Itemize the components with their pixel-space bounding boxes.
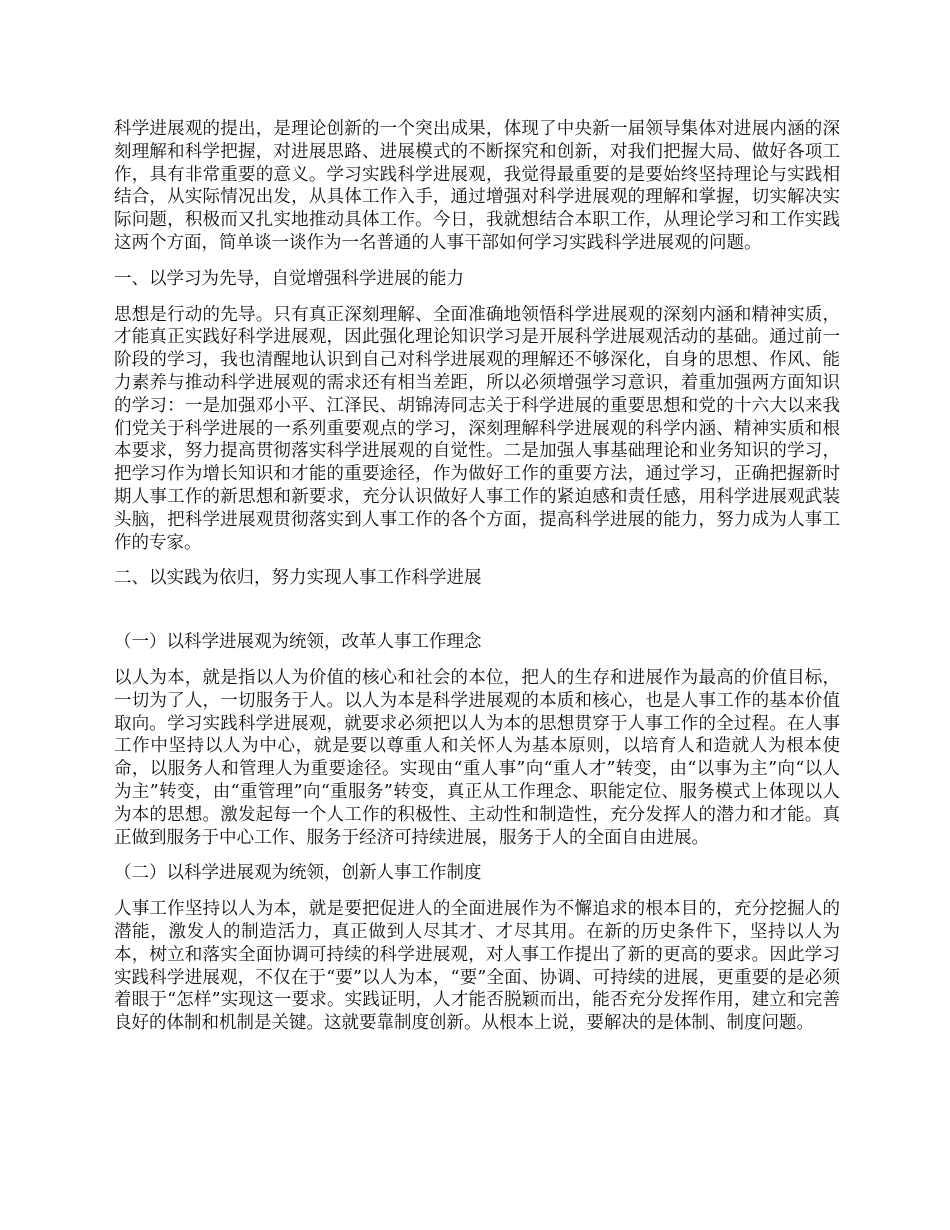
intro-paragraph: 科学进展观的提出，是理论创新的一个突出成果，体现了中央新一届领导集体对进展内涵的深刻理解和科学把握，对进展思路、进展模式的不断探究和创新，对我们把握大局、做好各项工作，具有非常重要的意义。学习实践科学进展观，我觉得最重要的是要始终坚持理论与实践相结合，从实际情况出发，从具体工作入手，通过增强对科学进展观的理解和掌握，切实解决实际问题，积极而又扎实地推动具体工作。今日，我就想结合本职工作，从理论学习和工作实践这两个方面，简单谈一谈作为一名普通的人事干部如何学习实践科学进展观的问题。: [114, 119, 840, 253]
subsection-2-paragraph: 人事工作坚持以人为本，就是要把促进人的全面进展作为不懈追求的根本目的，充分挖掘人的潜能，激发人的制造活力，真正做到人尽其才、才尽其用。在新的历史条件下，坚持以人为本，树立和落实全面协调可持续的科学进展观，对人事工作提出了新的更高的要求。因此学习实践科学进展观，不仅在于“要”以人为本，“要”全面、协调、可持续的进展，更重要的是必须着眼于“怎样”实现这一要求。实践证明，人才能否脱颖而出，能否充分发挥作用，建立和完善良好的体制和机制是关键。这就要靠制度创新。从根本上说，要解决的是体制、制度问题。: [114, 899, 840, 1034]
subsection-1-paragraph: 以人为本，就是指以人为价值的核心和社会的本位，把人的生存和进展作为最高的价值目标，一切为了人，一切服务于人。以人为本是科学进展观的本质和核心，也是人事工作的基本价值取向。学习实践科学进展观，就要求必须把以人为本的思想贯穿于人事工作的全过程。在人事工作中坚持以人为中心，就是要以尊重人和关怀人为基本原则，以培育人和造就人为根本使命，以服务人和管理人为重要途径。实现由“重人事”向“重人才”转变，由“以事为主”向“以人为主”转变，由“重管理”向“重服务”转变，真正从工作理念、职能定位、服务模式上体现以人为本的思想。激发起每一个人工作的积极性、主动性和制造性，充分发挥人的潜力和才能。真正做到服务于中心工作、服务于经济可持续进展，服务于人的全面自由进展。: [114, 667, 840, 848]
section-1-heading: 一、以学习为先导，自觉增强科学进展的能力: [114, 268, 464, 289]
subsection-2-heading: （二）以科学进展观为统领，创新人事工作制度: [114, 863, 482, 884]
subsection-1-heading: （一）以科学进展观为统领，改革人事工作理念: [114, 632, 482, 653]
blank-space: [114, 603, 840, 631]
section-1-paragraph: 思想是行动的先导。只有真正深刻理解、全面准确地领悟科学进展观的深刻内涵和精神实质，才能真正实践好科学进展观，因此强化理论知识学习是开展科学进展观活动的基础。通过前一阶段的学习，我也清醒地认识到自己对科学进展观的理解还不够深化，自身的思想、作风、能力素养与推动科学进展观的需求还有相当差距，所以必须增强学习意识，着重加强两方面知识的学习：一是加强邓小平、江泽民、胡锦涛同志关于科学进展的重要思想和党的十六大以来我们党关于科学进展的一系列重要观点的学习，深刻理解科学进展观的科学内涵、精神实质和根本要求，努力提高贯彻落实科学进展观的自觉性。二是加强人事基础理论和业务知识的学习，把学习作为增长知识和才能的重要途径，作为做好工作的重要方法，通过学习，正确把握新时期人事工作的新思想和新要求，充分认识做好人事工作的紧迫感和责任感，用科学进展观武装头脑，把科学进展观贯彻落实到人事工作的各个方面，提高科学进展的能力，努力成为人事工作的专家。: [114, 304, 840, 553]
section-2-heading: 二、以实践为依归，努力实现人事工作科学进展: [114, 568, 482, 589]
document-page: [114, 118, 840, 1048]
